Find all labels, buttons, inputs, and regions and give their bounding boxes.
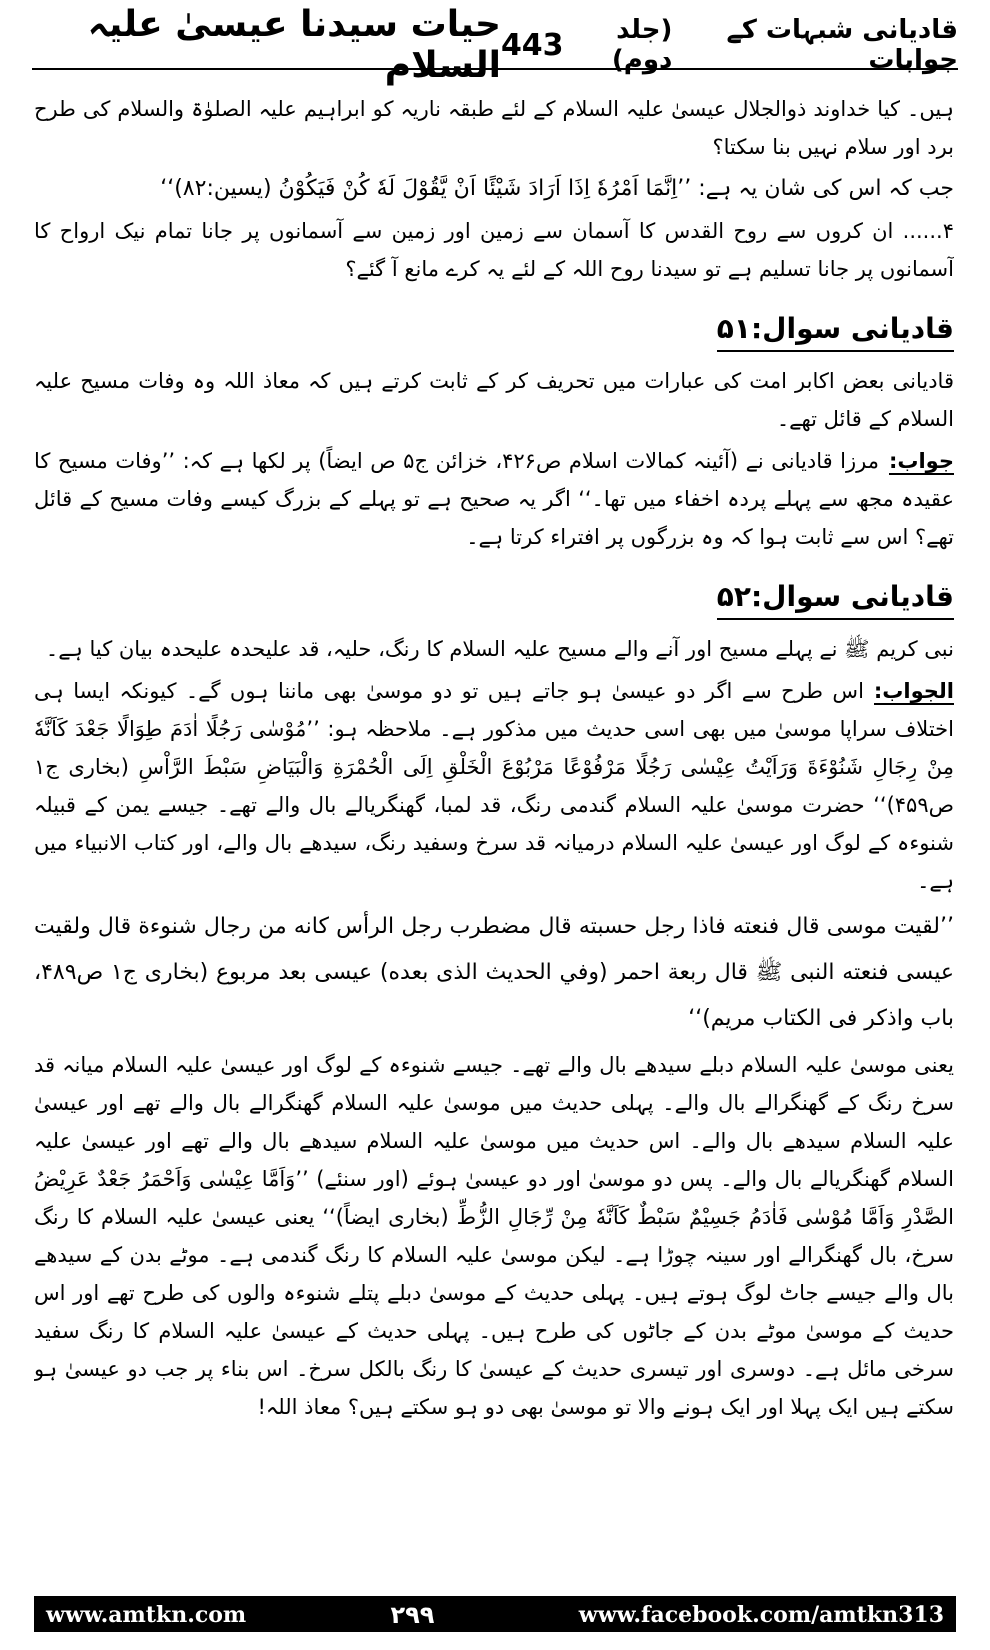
header-page-number: 443 <box>500 27 564 63</box>
question-52-heading: قادیانی سوال:۵۲ <box>717 576 954 620</box>
page-footer <box>34 1596 956 1632</box>
header-title: حیات سیدنا عیسیٰ علیہ السلام <box>87 4 501 86</box>
page-header <box>32 4 958 86</box>
header-subtitle: قادیانی شبہات کے جوابات <box>726 15 958 75</box>
footer-page-number: ۲۹۹ <box>390 1601 435 1629</box>
question-52-text: نبی کریم ﷺ نے پہلے مسیح اور آنے والے مسیح علیہ السلام کا رنگ، حلیہ، قد علیحدہ علیحدہ بیان کیا ہے۔ <box>45 637 954 661</box>
question-51-heading: قادیانی سوال:۵۱ <box>717 308 954 352</box>
question-52-answer <box>34 672 954 900</box>
paragraph-3: ۴...... ان کروں سے روح القدس کا آسمان سے زمین اور زمین سے آسمانوں پر جانا تمام نیک ارواح کا آسمانوں پر جانا تسلیم ہے تو سیدنا روح اللہ کے لئے یہ کرے مانع آ گئے؟ <box>34 219 954 281</box>
answer-text: مرزا قادیانی نے (آئینہ کمالات اسلام ص۴۲۶، خزائن ج۵ ص ایضاً) پر لکھا ہے کہ: ’’وفات مسیح کا عقیدہ مجھ سے پہلے پردہ اخفاء میں تھا۔‘‘ اگر یہ صحیح ہے تو پہلے کے بزرگ کیسے وفات مسیح کے قائل تھے؟ اس سے ثابت ہوا کہ وہ بزرگوں پر افتراء کرتا ہے۔ <box>34 449 954 549</box>
answer-label: جواب: <box>888 449 954 473</box>
question-51-answer <box>34 442 954 556</box>
facebook-link[interactable]: www.facebook.com/amtkn313 <box>578 1602 944 1628</box>
paragraph-2: جب کہ اس کی شان یہ ہے: ’’اِنَّمَا اَمْرُهٗ اِذَا اَرَادَ شَيْئًا اَنْ يَّقُوْلَ لَهٗ كُنْ فَيَكُوْنُ (یسین:۸۲)‘‘ <box>160 176 954 201</box>
question-51-text: قادیانی بعض اکابر امت کی عبارات میں تحریف کر کے ثابت کرتے ہیں کہ معاذ اللہ وہ وفات مسیح علیہ السلام کے قائل تھے۔ <box>34 369 954 431</box>
page-body <box>34 90 954 1580</box>
answer-label: الجواب: <box>873 679 954 703</box>
website-link[interactable]: www.amtkn.com <box>46 1602 247 1628</box>
hadith-explanation: یعنی موسیٰ علیہ السلام دبلے سیدھے بال والے تھے۔ جیسے شنوءہ کے لوگ اور عیسیٰ علیہ السلام میانہ قد سرخ رنگ کے گھنگرالے بال والے۔ پہلی حدیث میں موسیٰ علیہ السلام گھنگرالے بال والے تھے اور عیسیٰ علیہ السلام سیدھے بال والے۔ اس حدیث میں موسیٰ علیہ السلام سیدھے بال والے تھے اور عیسیٰ علیہ السلام گھنگریالے بال والے۔ پس دو موسیٰ اور دو عیسیٰ ہوئے (اور سنئے) ’’وَاَمَّا عِيْسٰى وَاَحْمَرُ جَعْدٌ عَرِيْضُ الصَّدْرِ وَاَمَّا مُوْسٰى فَاٰدَمُ جَسِيْمٌ سَبْطٌ كَاَنَّهٗ مِنْ رِّجَالِ الزُّطِّ (بخاری ایضاً)‘‘ یعنی عیسیٰ علیہ السلام کا رنگ سرخ، بال گھنگرالے اور سینہ چوڑا ہے۔ لیکن موسیٰ علیہ السلام کا رنگ گندمی ہے۔ موٹے بدن کے سیدھے بال والے جیسے جاٹ لوگ ہوتے ہیں۔ پہلی حدیث کے موسیٰ دبلے پتلے شنوءہ والوں کی طرح تھے اور اس حدیث کے موسیٰ موٹے بدن کے جاٹوں کی طرح ہیں۔ پہلی حدیث کے عیسیٰ علیہ السلام کا رنگ سفید سرخی مائل ہے۔ دوسری اور تیسری حدیث کے عیسیٰ کا رنگ بالکل سرخ۔ اس بناء پر جب دو عیسیٰ ہو سکتے ہیں ایک پہلا اور ایک ہونے والا تو موسیٰ بھی دو ہو سکتے ہیں؟ معاذ اللہ! <box>34 1053 954 1419</box>
hadith-quote: ’’لقيت موسى قال فنعته فاذا رجل حسبته قال مضطرب رجل الرأس كانه من رجال شنوءة قال ولقيت عيسى فنعته النبى ﷺ قال ربعة احمر (وفي الحديث الذى بعده) عيسى بعد مربوع (بخاری ج۱ ص۴۸۹، باب واذكر فى الكتاب مريم)‘‘ <box>34 914 954 1031</box>
paragraph-1: ہیں۔ کیا خداوند ذوالجلال عیسیٰ علیہ السلام کے لئے طبقہ ناریہ کو ابراہیم علیہ الصلوٰۃ والسلام کی طرح برد اور سلام نہیں بنا سکتا؟ <box>34 97 954 159</box>
header-volume: (جلد دوم) <box>611 15 673 75</box>
answer-text: اس طرح سے اگر دو عیسیٰ ہو جاتے ہیں تو دو موسیٰ بھی ماننا ہوں گے۔ کیونکہ ایسا ہی اختلاف سراپا موسیٰ میں بھی اسی حدیث میں مذکور ہے۔ ملاحظہ ہو: ’’مُوْسٰى رَجُلًا اٰدَمَ طِوَالًا جَعْدَ كَاَنَّهٗ مِنْ رِجَالِ شَنُوْءَةَ وَرَاَيْتُ عِيْسٰى رَجُلًا مَرْفُوْعًا مَرْبُوْعَ الْخَلْقِ اِلَى الْحُمْرَةِ وَالْبَيَاضِ سَبْطَ الرَّاْسِ (بخاری ج۱ ص۴۵۹)‘‘ حضرت موسیٰ علیہ السلام گندمی رنگ، قد لمبا، گھنگریالے بال والے تھے۔ جیسے یمن کے قبیلہ شنوءہ کے لوگ اور عیسیٰ علیہ السلام درمیانہ قد سرخ وسفید رنگ، سیدھے بال والے، اور کتاب الانبیاء میں ہے۔ <box>34 679 954 893</box>
